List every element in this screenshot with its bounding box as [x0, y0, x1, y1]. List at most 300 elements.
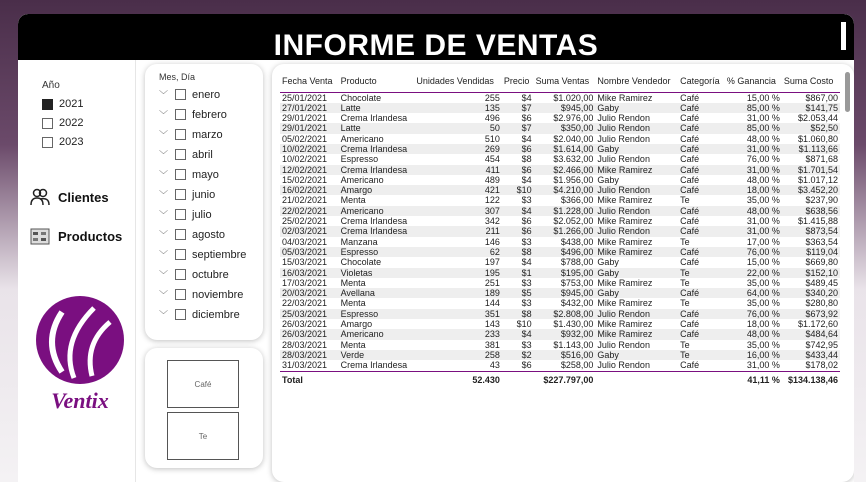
table-cell: Julio Rendon [595, 185, 678, 195]
table-cell: Café [678, 206, 725, 216]
table-cell: Mike Ramirez [597, 298, 653, 309]
table-cell: Crema Irlandesa [339, 165, 415, 175]
table-cell: 269 [414, 144, 502, 154]
table-cell: $258,00 [560, 360, 594, 371]
table-cell: Crema Irlandesa [340, 113, 408, 124]
table-cell: 25/02/2021 [282, 216, 328, 227]
table-cell: $2.052,00 [553, 216, 594, 227]
checkbox[interactable] [42, 118, 53, 129]
table-row[interactable] [280, 340, 840, 350]
year-slicer-title: Año [42, 80, 60, 91]
report-title: INFORME DE VENTAS [273, 29, 599, 62]
column-header[interactable]: Fecha Venta [280, 70, 339, 92]
table-cell: 25/03/2021 [280, 309, 339, 319]
table-cell: 48,00 % [746, 174, 780, 185]
checkbox[interactable] [175, 289, 186, 300]
users-icon [30, 188, 50, 206]
month-option[interactable] [159, 128, 223, 141]
chevron-down-icon[interactable]: ﹀ [159, 230, 169, 240]
table-cell: $4 [521, 92, 532, 103]
month-label: abril [192, 148, 213, 161]
table-cell: Te [678, 268, 725, 278]
table-cell: $350,00 [534, 123, 596, 133]
table-cell: $742,95 [805, 339, 838, 350]
table-row[interactable] [280, 237, 840, 247]
table-cell: $1.614,00 [534, 144, 596, 154]
table-cell: Julio Rendon [597, 113, 650, 124]
chevron-down-icon[interactable]: ﹀ [159, 250, 169, 260]
table-cell: $489,45 [805, 277, 838, 288]
table-cell: $2.053,44 [797, 113, 838, 124]
table-cell: Café [680, 154, 700, 165]
table-cell: 18,00 % [725, 185, 782, 195]
table-cell: 189 [414, 288, 502, 298]
table-cell: $945,00 [534, 103, 596, 113]
table-cell: $4 [521, 257, 532, 268]
year-label: 2021 [59, 98, 84, 110]
table-cell: $6 [521, 216, 532, 227]
table-cell: $932,00 [534, 329, 596, 339]
nav-productos-button[interactable] [30, 227, 122, 245]
table-cell: $366,00 [560, 195, 594, 206]
table-cell: Te [680, 339, 690, 350]
table-cell: $1.701,54 [782, 165, 840, 175]
month-label: septiembre [192, 248, 247, 261]
table-cell: $496,00 [534, 247, 596, 257]
table-cell: Crema Irlandesa [340, 360, 408, 371]
table-cell: Café [678, 247, 725, 257]
checkbox[interactable] [175, 109, 186, 120]
month-label: julio [192, 208, 212, 221]
table-scrollbar[interactable] [845, 72, 850, 112]
table-cell: 31,00 % [725, 226, 782, 236]
month-option[interactable] [159, 208, 212, 221]
table-cell: Avellana [339, 288, 415, 298]
table-cell: $1.020,00 [553, 92, 594, 103]
table-cell: Gaby [597, 174, 619, 185]
table-cell: 144 [484, 298, 500, 309]
table-cell: $4 [521, 174, 532, 185]
table-cell: $433,44 [782, 350, 840, 360]
table-cell: 510 [484, 133, 500, 144]
table-cell: $141,75 [782, 103, 840, 113]
month-option[interactable] [159, 268, 229, 281]
table-cell: Café [680, 319, 700, 330]
table-cell: 22,00 % [725, 268, 782, 278]
table-cell: Amargo [339, 185, 415, 195]
month-slicer [145, 64, 263, 340]
table-cell: $5 [502, 288, 534, 298]
table-cell: Café [678, 103, 725, 113]
table-cell: Menta [340, 298, 366, 309]
table-cell: $152,10 [782, 268, 840, 278]
table-header-row [280, 70, 840, 92]
table-cell: $3 [521, 236, 532, 247]
table-row[interactable] [280, 175, 840, 185]
table-cell: 31,00 % [725, 165, 782, 175]
table-cell: Café [678, 185, 725, 195]
table-cell: 31/03/2021 [282, 360, 328, 371]
table-cell: Menta [340, 195, 366, 206]
table-cell: Americano [339, 206, 415, 216]
table-row[interactable] [280, 113, 840, 123]
table-cell: Manzana [340, 236, 378, 247]
table-cell: 16/03/2021 [280, 268, 339, 278]
table-cell: 255 [484, 92, 500, 103]
table-cell: 05/03/2021 [280, 247, 339, 257]
table-cell: 342 [484, 216, 500, 227]
table-cell: $6 [521, 113, 532, 124]
table-cell: 22/02/2021 [280, 206, 339, 216]
table-cell: $6 [502, 226, 534, 236]
table-cell: 85,00 % [725, 123, 782, 133]
table-row[interactable] [280, 319, 840, 329]
table-cell: 29/01/2021 [282, 113, 328, 124]
checkbox[interactable] [175, 89, 186, 100]
category-tile-cafe[interactable]: Café [167, 360, 239, 408]
table-cell: Amargo [340, 319, 373, 330]
table-row[interactable] [280, 144, 840, 154]
header-accent-bar [841, 22, 846, 50]
month-option[interactable] [159, 308, 240, 321]
table-cell: Mike Ramirez [597, 277, 653, 288]
table-cell: Café [680, 92, 700, 103]
checkbox[interactable] [175, 129, 186, 140]
table-cell: 43 [489, 360, 500, 371]
table-cell: $788,00 [560, 257, 594, 268]
table-cell: 31,00 % [746, 216, 780, 227]
logo-text: Ventix [51, 388, 109, 413]
total-sales: $227.797,00 [534, 371, 596, 388]
table-cell: $1.956,00 [553, 174, 594, 185]
table-cell: $3.632,00 [553, 154, 594, 165]
table-cell: 233 [414, 329, 502, 339]
column-header[interactable]: Unidades Vendidas [414, 70, 502, 92]
month-option[interactable] [159, 148, 213, 161]
table-cell: 50 [414, 123, 502, 133]
table-cell: 20/03/2021 [280, 288, 339, 298]
table-cell: 35,00 % [746, 339, 780, 350]
month-option[interactable] [159, 168, 219, 181]
table-cell: Latte [339, 103, 415, 113]
total-margin: 41,11 % [725, 371, 782, 388]
table-cell: 35,00 % [746, 298, 780, 309]
table-cell: $516,00 [534, 350, 596, 360]
table-cell: 16,00 % [725, 350, 782, 360]
table-row[interactable] [280, 185, 840, 195]
table-cell: $1.143,00 [553, 339, 594, 350]
table-cell: $237,90 [805, 195, 838, 206]
table-cell: 258 [414, 350, 502, 360]
table-row[interactable] [280, 165, 840, 175]
table-cell: Café [678, 165, 725, 175]
table-cell: Julio Rendon [595, 226, 678, 236]
table-cell: Gaby [597, 257, 619, 268]
report-canvas [18, 14, 854, 482]
table-cell: Café [678, 123, 725, 133]
logo-mark-icon [32, 292, 128, 388]
month-label: noviembre [192, 288, 244, 301]
table-cell: 307 [414, 206, 502, 216]
checkbox[interactable] [42, 137, 53, 148]
checkbox[interactable] [175, 209, 186, 220]
table-cell: $4 [502, 329, 534, 339]
table-row[interactable] [280, 288, 840, 298]
month-option[interactable] [159, 228, 225, 241]
table-cell: Te [680, 298, 690, 309]
table-cell: Te [680, 277, 690, 288]
table-cell: 381 [484, 339, 500, 350]
table-cell: Chocolate [340, 257, 382, 268]
table-cell: Mike Ramirez [595, 165, 678, 175]
table-cell: Americano [339, 329, 415, 339]
table-cell: 12/02/2021 [280, 165, 339, 175]
month-option[interactable] [159, 188, 215, 201]
column-header[interactable]: Categoría [678, 70, 725, 92]
column-header[interactable]: Precio [502, 70, 534, 92]
table-cell: $1.228,00 [534, 206, 596, 216]
month-option[interactable] [159, 288, 243, 301]
table-cell: 27/01/2021 [280, 103, 339, 113]
table-cell: 05/02/2021 [282, 133, 328, 144]
sales-table-panel [272, 64, 854, 482]
table-cell: $4 [521, 133, 532, 144]
table-cell: $669,80 [805, 257, 838, 268]
column-header[interactable]: Suma Costo [782, 70, 840, 92]
chevron-down-icon[interactable]: ﹀ [159, 170, 169, 180]
month-option[interactable] [159, 108, 227, 121]
table-cell: $363,54 [805, 236, 838, 247]
table-cell: Menta [340, 277, 366, 288]
table-row[interactable] [280, 257, 840, 267]
table-cell: Café [678, 329, 725, 339]
table-cell: $4.210,00 [534, 185, 596, 195]
chevron-down-icon[interactable]: ﹀ [159, 270, 169, 280]
table-cell: $1.430,00 [553, 319, 594, 330]
table-cell: $3 [521, 195, 532, 206]
table-row[interactable] [280, 268, 840, 278]
month-option[interactable] [159, 248, 246, 261]
table-cell: 31,00 % [725, 144, 782, 154]
checkbox[interactable] [175, 309, 186, 320]
chevron-down-icon[interactable]: ﹀ [159, 150, 169, 160]
table-cell: Crema Irlandesa [340, 216, 408, 227]
table-row[interactable] [280, 216, 840, 226]
table-cell: 64,00 % [725, 288, 782, 298]
month-label: enero [192, 88, 221, 101]
table-cell: 04/03/2021 [282, 236, 328, 247]
table-cell: 31,00 % [746, 113, 780, 124]
table-row[interactable] [280, 103, 840, 113]
table-cell: $873,54 [782, 226, 840, 236]
table-cell: 421 [414, 185, 502, 195]
table-cell: $432,00 [560, 298, 594, 309]
table-cell: Café [680, 133, 700, 144]
column-header[interactable]: % Ganancia [725, 70, 782, 92]
table-cell: $3 [521, 277, 532, 288]
table-cell: $7 [502, 123, 534, 133]
table-cell: Americano [340, 133, 384, 144]
checkbox[interactable] [175, 169, 186, 180]
table-cell: Verde [339, 350, 415, 360]
table-cell: $638,56 [782, 206, 840, 216]
table-row[interactable] [280, 329, 840, 339]
table-row[interactable] [280, 206, 840, 216]
table-row[interactable] [280, 92, 840, 103]
checkbox[interactable] [175, 249, 186, 260]
table-cell: Julio Rendon [597, 133, 650, 144]
left-sidebar [18, 60, 136, 482]
table-cell: 15/02/2021 [282, 174, 328, 185]
column-header[interactable]: Producto [339, 70, 415, 92]
table-cell: $1 [502, 268, 534, 278]
table-cell: 15/03/2021 [282, 257, 328, 268]
table-cell: Café [678, 144, 725, 154]
table-cell: Gaby [595, 288, 678, 298]
table-cell: $2.808,00 [534, 309, 596, 319]
table-cell: $280,80 [805, 298, 838, 309]
year-option-2022[interactable] [42, 117, 83, 129]
month-option[interactable] [159, 88, 220, 101]
table-cell: 489 [484, 174, 500, 185]
table-cell: Café [678, 309, 725, 319]
table-row[interactable] [280, 123, 840, 133]
table-cell: 18,00 % [746, 319, 780, 330]
table-row[interactable] [280, 195, 840, 205]
year-label: 2023 [59, 136, 84, 148]
table-cell: Menta [340, 339, 366, 350]
chevron-down-icon[interactable]: ﹀ [159, 190, 169, 200]
table-cell: 143 [484, 319, 500, 330]
table-cell: 25/01/2021 [282, 92, 328, 103]
table-cell: $8 [502, 247, 534, 257]
table-cell: 48,00 % [746, 133, 780, 144]
table-cell: 48,00 % [725, 329, 782, 339]
table-cell: 22/03/2021 [282, 298, 328, 309]
table-cell: $6 [502, 144, 534, 154]
table-cell: 26/03/2021 [280, 329, 339, 339]
table-cell: Espresso [340, 154, 379, 165]
table-cell: $8 [521, 154, 532, 165]
table-cell: 28/03/2021 [280, 350, 339, 360]
chevron-down-icon[interactable]: ﹀ [159, 130, 169, 140]
table-cell: $1.017,12 [797, 174, 838, 185]
chevron-down-icon[interactable]: ﹀ [159, 210, 169, 220]
table-cell: $871,68 [805, 154, 838, 165]
table-cell: $945,00 [534, 288, 596, 298]
total-units: 52.430 [414, 371, 502, 388]
table-cell: $8 [502, 309, 534, 319]
table-cell: $119,04 [782, 247, 840, 257]
table-cell: 16/02/2021 [280, 185, 339, 195]
table-cell: 10/02/2021 [280, 144, 339, 154]
table-cell: Mike Ramirez [597, 92, 653, 103]
table-cell: 26/03/2021 [282, 319, 328, 330]
table-cell: $1.415,88 [797, 216, 838, 227]
table-cell: $10 [516, 319, 532, 330]
table-cell: 15,00 % [746, 92, 780, 103]
table-row[interactable] [280, 226, 840, 236]
year-label: 2022 [59, 117, 84, 129]
chevron-down-icon[interactable]: ﹀ [159, 110, 169, 120]
table-cell: $1.172,60 [797, 319, 838, 330]
year-option-2023[interactable] [42, 136, 83, 148]
table-cell: $1.266,00 [534, 226, 596, 236]
table-cell: $753,00 [560, 277, 594, 288]
table-cell: Latte [339, 123, 415, 133]
table-row[interactable] [280, 298, 840, 308]
table-cell: 454 [484, 154, 500, 165]
column-header[interactable]: Nombre Vendedor [595, 70, 678, 92]
table-cell: $52,50 [782, 123, 840, 133]
table-row[interactable] [280, 154, 840, 164]
table-cell: 76,00 % [746, 154, 780, 165]
total-label: Total [280, 371, 339, 388]
table-row[interactable] [280, 134, 840, 144]
chevron-down-icon[interactable]: ﹀ [159, 310, 169, 320]
table-cell: Café [680, 113, 700, 124]
chevron-down-icon[interactable]: ﹀ [159, 90, 169, 100]
table-cell: $438,00 [560, 236, 594, 247]
table-cell: 351 [414, 309, 502, 319]
category-tile-te[interactable]: Te [167, 412, 239, 460]
table-cell: Mike Ramirez [595, 329, 678, 339]
checkbox[interactable] [175, 269, 186, 280]
nav-clientes-button[interactable] [30, 188, 109, 206]
table-cell: 28/03/2021 [282, 339, 328, 350]
year-option-2021[interactable] [42, 98, 83, 110]
table-cell: Mike Ramirez [595, 247, 678, 257]
table-cell: Julio Rendon [597, 154, 650, 165]
checkbox[interactable] [175, 149, 186, 160]
total-cost: $134.138,46 [782, 371, 840, 388]
table-cell: 35,00 % [746, 195, 780, 206]
table-cell: 76,00 % [725, 309, 782, 319]
table-cell: 21/02/2021 [282, 195, 328, 206]
month-label: octubre [192, 268, 229, 281]
products-icon [30, 227, 50, 245]
table-cell: Mike Ramirez [597, 216, 653, 227]
table-row[interactable] [280, 360, 840, 371]
table-cell: 85,00 % [725, 103, 782, 113]
table-cell: Espresso [339, 247, 415, 257]
table-cell: Gaby [595, 268, 678, 278]
table-cell: 411 [414, 165, 502, 175]
table-cell: $673,92 [782, 309, 840, 319]
table-cell: Julio Rendon [595, 206, 678, 216]
column-header[interactable]: Suma Ventas [534, 70, 596, 92]
checkbox[interactable] [175, 229, 186, 240]
table-row[interactable] [280, 247, 840, 257]
table-cell: Julio Rendon [595, 309, 678, 319]
checkbox[interactable] [175, 189, 186, 200]
month-label: febrero [192, 108, 227, 121]
chevron-down-icon[interactable]: ﹀ [159, 290, 169, 300]
checkbox-checked[interactable] [42, 99, 53, 110]
table-cell: Gaby [595, 350, 678, 360]
table-row[interactable] [280, 350, 840, 360]
report-header [18, 14, 854, 60]
table-cell: $178,02 [805, 360, 838, 371]
table-cell: 146 [484, 236, 500, 247]
table-cell: Café [680, 174, 700, 185]
month-label: mayo [192, 168, 219, 181]
table-row[interactable] [280, 309, 840, 319]
table-cell: Mike Ramirez [597, 195, 653, 206]
table-cell: 48,00 % [725, 206, 782, 216]
table-cell: 251 [484, 277, 500, 288]
table-row[interactable] [280, 278, 840, 288]
